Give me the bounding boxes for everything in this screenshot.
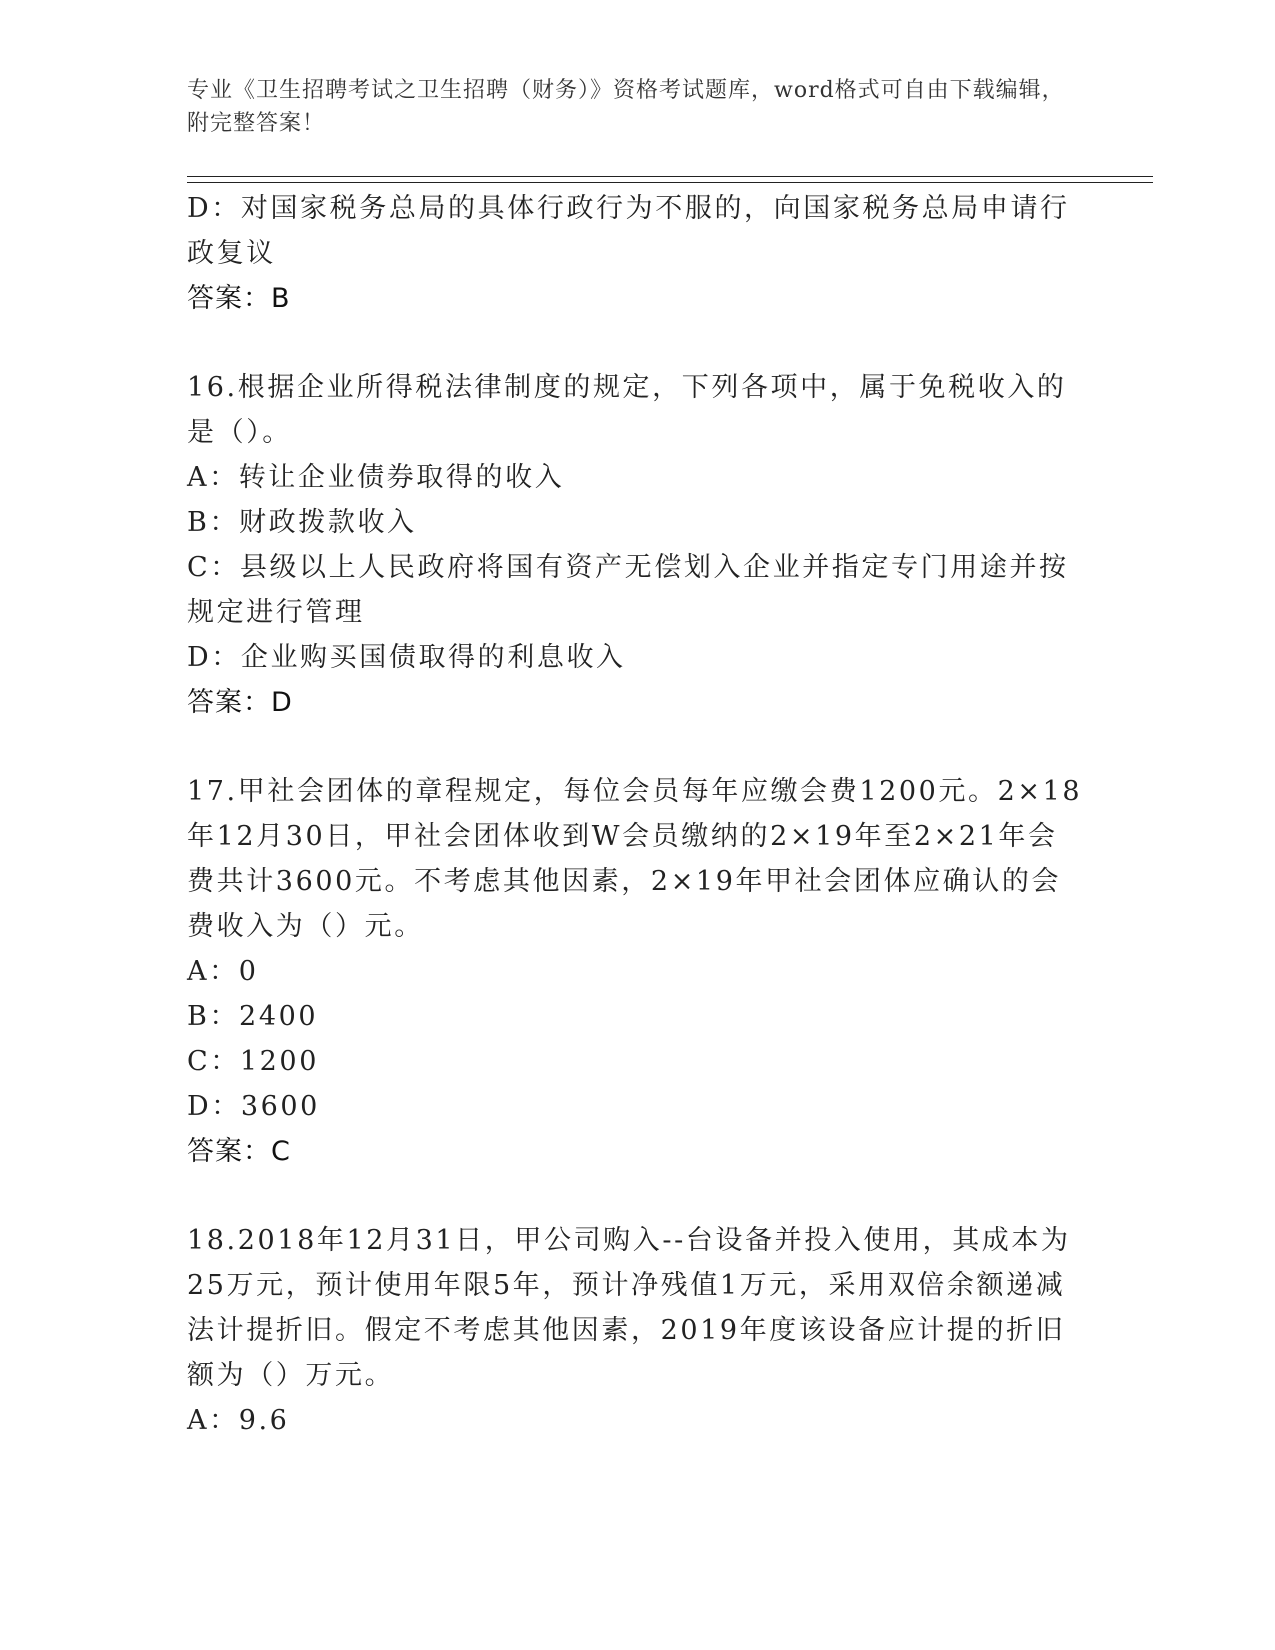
option-a: A：0 xyxy=(187,956,259,987)
option-c: C：1200 xyxy=(187,1046,319,1077)
header-rule-top xyxy=(187,176,1153,177)
option-b: B：财政拨款收入 xyxy=(187,507,417,538)
question-16 xyxy=(187,365,1087,725)
option-d: D：企业购买国债取得的利息收入 xyxy=(187,642,626,673)
question-stem: 17.甲社会团体的章程规定，每位会员每年应缴会费1200元。2×18年12月30日，甲社会团体收到W会员缴纳的2×19年至2×21年会费共计3600元。不考虑其他因素，2×19年甲社会团体应确认的会费收入为（）元。 xyxy=(187,776,1083,942)
question-17 xyxy=(187,769,1087,1174)
option-d: D：对国家税务总局的具体行政行为不服的，向国家税务总局申请行政复议 xyxy=(187,193,1070,269)
document-body xyxy=(187,186,1087,1443)
question-stem: 18.2018年12月31日，甲公司购入--台设备并投入使用，其成本为25万元，预计使用年限5年，预计净残值1万元，采用双倍余额递减法计提折旧。假定不考虑其他因素，2019年度该设备应计提的折旧额为（）万元。 xyxy=(187,1225,1071,1391)
answer-line: 答案：B xyxy=(187,283,291,314)
answer-line: 答案：C xyxy=(187,1136,291,1167)
option-b: B：2400 xyxy=(187,1001,319,1032)
page-header: 专业《卫生招聘考试之卫生招聘（财务）》资格考试题库，word格式可自由下载编辑，附完整答案！ xyxy=(187,78,1065,136)
option-a: A：转让企业债券取得的收入 xyxy=(187,462,565,493)
answer-line: 答案：D xyxy=(187,687,293,718)
option-d: D：3600 xyxy=(187,1091,320,1122)
option-a: A：9.6 xyxy=(187,1405,290,1436)
question-stem: 16.根据企业所得税法律制度的规定，下列各项中，属于免税收入的是（）。 xyxy=(187,372,1067,448)
option-c: C：县级以上人民政府将国有资产无偿划入企业并指定专门用途并按规定进行管理 xyxy=(187,552,1069,628)
header-rule-bottom xyxy=(187,182,1153,183)
question-18 xyxy=(187,1218,1087,1443)
previous-question-tail xyxy=(187,186,1087,321)
